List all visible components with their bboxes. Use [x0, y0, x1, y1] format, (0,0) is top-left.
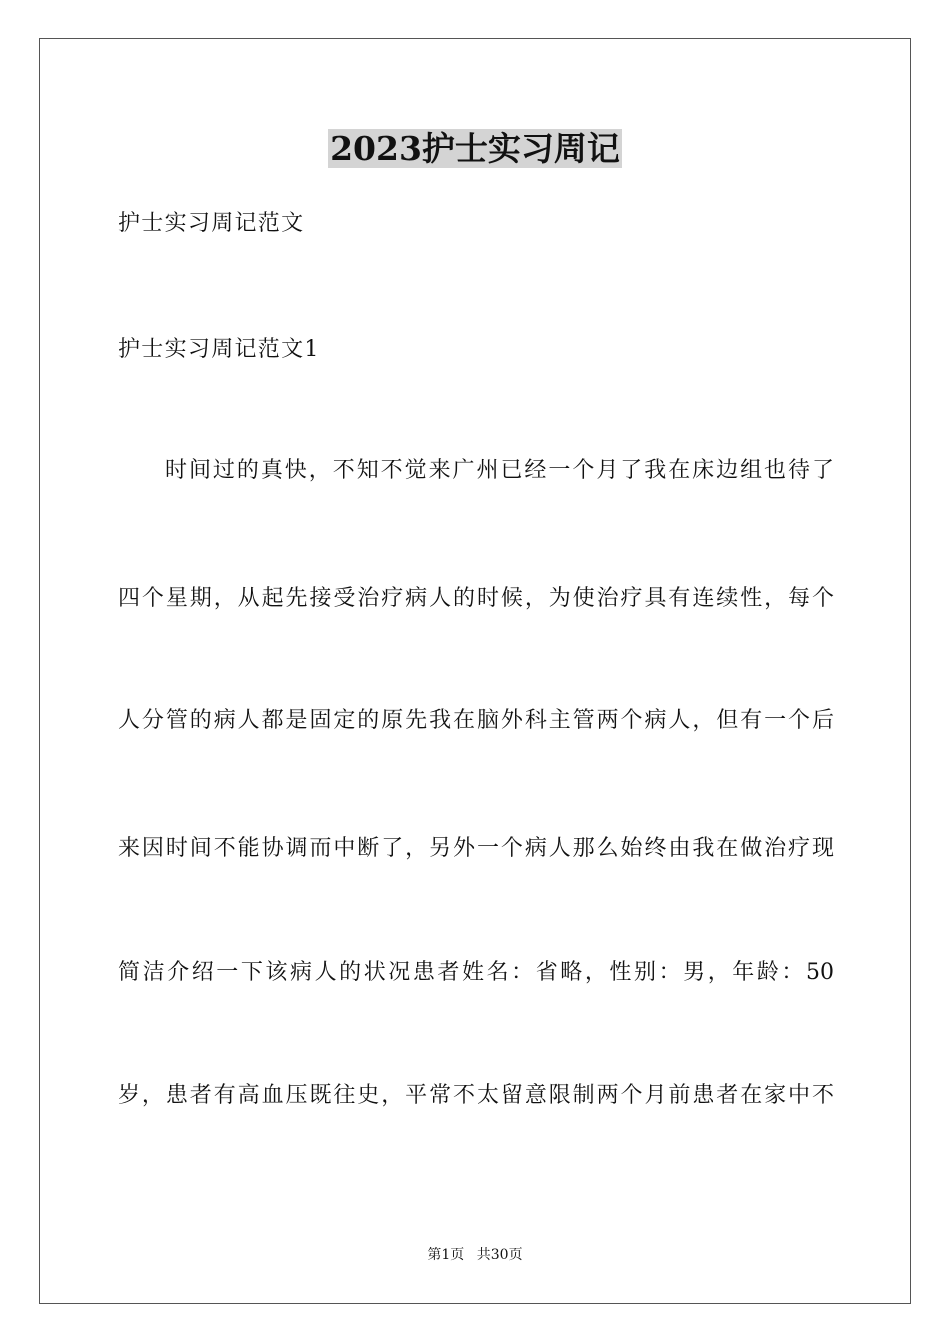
body-line: 岁，患者有高血压既往史，平常不太留意限制两个月前患者在家中不 — [118, 1083, 834, 1108]
body-line: 四个星期，从起先接受治疗病人的时候，为使治疗具有连续性，每个 — [118, 586, 834, 611]
page-number: 第1页 — [427, 1247, 465, 1263]
body-line: 时间过的真快，不知不觉来广州已经一个月了我在床边组也待了 — [165, 458, 834, 483]
document-title — [0, 127, 950, 171]
body-line: 来因时间不能协调而中断了，另外一个病人那么始终由我在做治疗现 — [118, 836, 834, 861]
document-title-text: 2023护士实习周记 — [330, 129, 620, 168]
body-line: 人分管的病人都是固定的原先我在脑外科主管两个病人，但有一个后 — [118, 708, 834, 733]
section-heading: 护士实习周记范文1 — [118, 337, 320, 362]
page-total: 共30页 — [476, 1247, 523, 1263]
body-line: 简洁介绍一下该病人的状况患者姓名：省略，性别：男，年龄：50 — [118, 960, 834, 985]
page-footer — [0, 1245, 950, 1265]
document-subtitle: 护士实习周记范文 — [118, 211, 305, 236]
